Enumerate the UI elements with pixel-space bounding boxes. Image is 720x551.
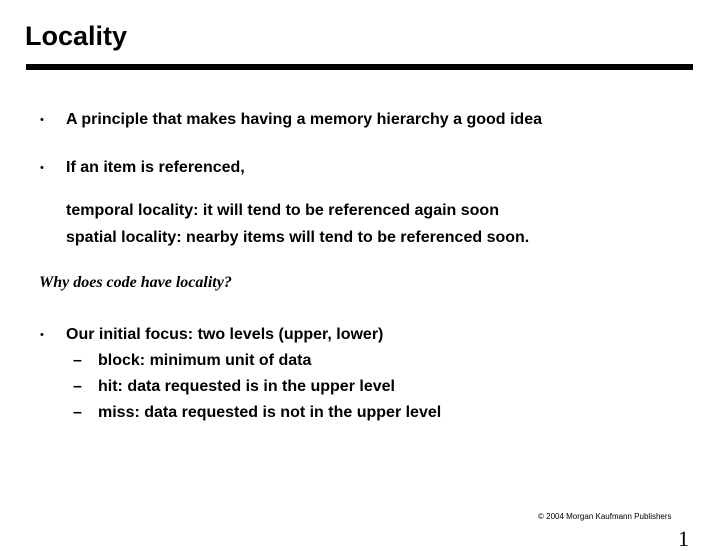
bullet-text-referenced: If an item is referenced, <box>66 159 245 176</box>
title-divider <box>26 64 693 70</box>
bullet-marker: • <box>40 114 44 126</box>
sub-bullet-marker: – <box>73 352 82 369</box>
sub-bullet-marker: – <box>73 404 82 421</box>
bullet-marker: • <box>40 162 44 174</box>
slide-title: Locality <box>25 21 128 51</box>
temporal-locality-line: temporal locality: it will tend to be referenced again soon <box>66 202 499 219</box>
sub-item-miss: miss: data requested is not in the upper level <box>98 404 442 421</box>
sub-item-block: block: minimum unit of data <box>98 352 312 369</box>
spatial-locality-line: spatial locality: nearby items will tend to be referenced soon. <box>66 229 530 246</box>
bullet-text-principle: A principle that makes having a memory hierarchy a good idea <box>66 111 542 128</box>
sub-item-hit: hit: data requested is in the upper level <box>98 378 395 395</box>
focus-text: Our initial focus: two levels (upper, lower) <box>66 326 384 343</box>
locality-question: Why does code have locality? <box>39 274 232 291</box>
copyright-notice: © 2004 Morgan Kaufmann Publishers <box>538 512 672 521</box>
bullet-marker: • <box>40 329 44 341</box>
sub-bullet-marker: – <box>73 378 82 395</box>
page-number: 1 <box>678 526 689 551</box>
